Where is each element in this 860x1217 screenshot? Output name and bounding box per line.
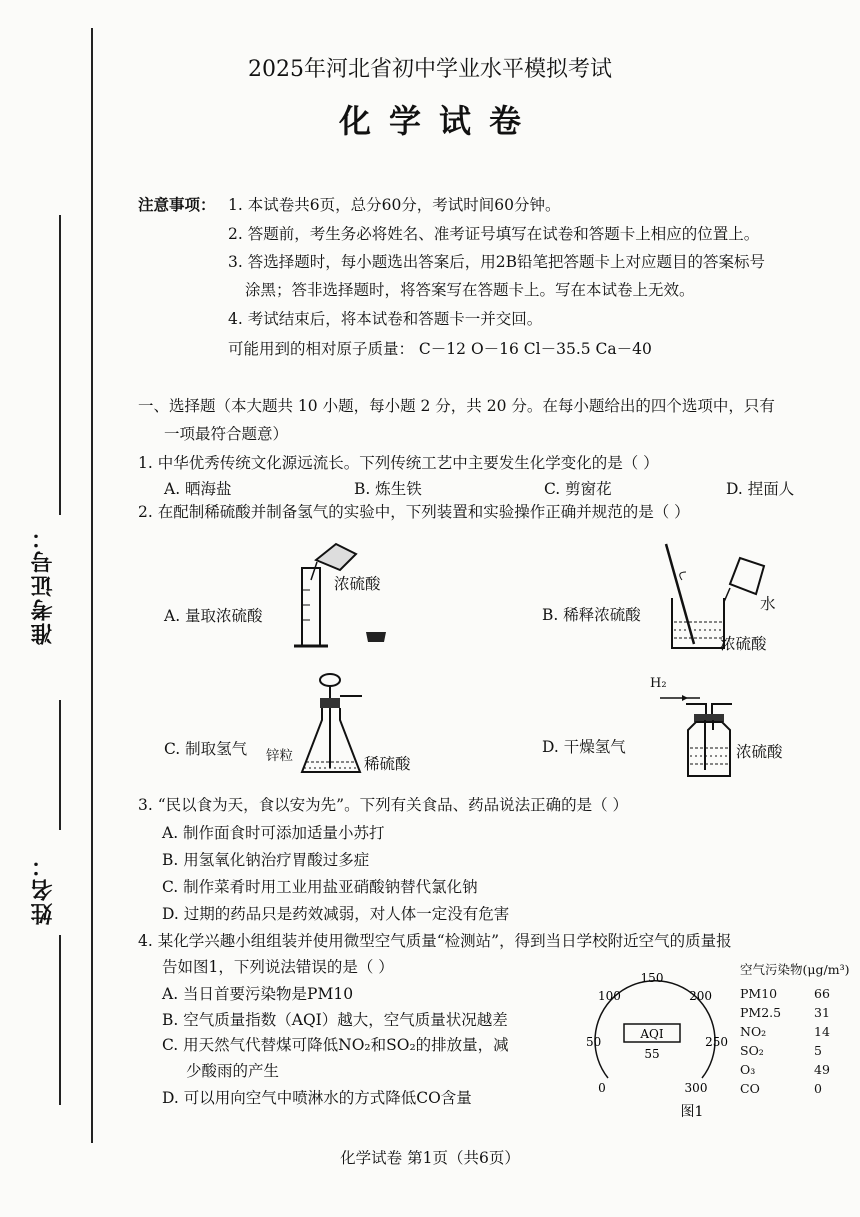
q4-option-c-cont: 少酸雨的产生	[186, 1062, 280, 1080]
q2-c-label-zinc: 锌粒	[266, 748, 293, 764]
exam-id-label: 准考证号：	[31, 525, 56, 645]
gauge-tick: 150	[640, 971, 664, 985]
notice-item: 涂黑；答非选择题时，将答案写在答题卡上。写在本试卷上无效。	[245, 281, 695, 299]
name-blank-top	[59, 700, 61, 830]
q4-option-d: D. 可以用向空气中喷淋水的方式降低CO含量	[162, 1089, 472, 1107]
q3-option-a: A. 制作面食时可添加适量小苏打	[162, 824, 385, 842]
q2-option-c: C. 制取氢气	[164, 740, 248, 758]
q3-stem: 3. “民以食为天，食以安为先”。下列有关食品、药品说法正确的是（ ）	[138, 796, 628, 814]
q4-stem: 4. 某化学兴趣小组组装并使用微型空气质量“检测站”，得到当日学校附近空气的质量报	[138, 932, 732, 950]
gauge-tick: 100	[598, 989, 621, 1003]
q2-d-label-acid: 浓硫酸	[736, 743, 783, 761]
gas-washing-bottle-figure	[660, 690, 750, 780]
graduated-cylinder-figure	[290, 540, 400, 650]
q2-stem: 2. 在配制稀硫酸并制备氢气的实验中，下列装置和实验操作正确并规范的是（ ）	[138, 503, 690, 521]
q4-option-c: C. 用天然气代替煤可降低NO₂和SO₂的排放量，减	[162, 1036, 509, 1054]
q1-stem: 1. 中华优秀传统文化源远流长。下列传统工艺中主要发生化学变化的是（ ）	[138, 454, 659, 472]
subject-title: 化学试卷	[338, 102, 539, 140]
q2-b-label-water: 水	[760, 595, 776, 613]
gauge-tick: 0	[598, 1081, 606, 1095]
q3-option-b: B. 用氢氧化钠治疗胃酸过多症	[162, 851, 370, 869]
pollutant-table-title: 空气污染物(μg/m³)	[740, 962, 850, 977]
q1-option-a: A. 晒海盐	[164, 480, 232, 498]
aqi-label: AQI	[640, 1027, 664, 1041]
notice-label: 注意事项：	[138, 196, 216, 214]
q2-d-label-h2: H₂	[650, 676, 667, 691]
gauge-tick: 300	[684, 1081, 708, 1095]
section-heading-cont: 一项最符合题意）	[164, 425, 289, 443]
notice-item: 1. 本试卷共6页，总分60分，考试时间60分钟。	[228, 196, 561, 214]
aqi-gauge-figure	[580, 966, 730, 1126]
name-blank-bottom	[59, 935, 61, 1105]
q3-option-d: D. 过期的药品只是药效减弱，对人体一定没有危害	[162, 905, 510, 923]
page-footer: 化学试卷 第1页（共6页）	[340, 1149, 520, 1167]
gauge-tick: 50	[586, 1035, 602, 1049]
gauge-tick: 250	[705, 1035, 728, 1049]
aqi-value: 55	[644, 1047, 660, 1061]
q4-option-a: A. 当日首要污染物是PM10	[162, 985, 354, 1003]
q2-option-d: D. 干燥氢气	[542, 738, 626, 756]
q3-option-c: C. 制作菜肴时用工业用盐亚硝酸钠替代氯化钠	[162, 878, 478, 896]
exam-title: 2025年河北省初中学业水平模拟考试	[248, 57, 612, 82]
q1-option-d: D. 捏面人	[726, 480, 795, 498]
figure-caption: 图1	[680, 1104, 704, 1120]
q1-option-c: C. 剪窗花	[544, 480, 612, 498]
section-heading: 一、选择题（本大题共 10 小题，每小题 2 分，共 20 分。在每小题给出的四个选项中，只有	[138, 397, 775, 415]
q1-option-b: B. 炼生铁	[354, 480, 422, 498]
q2-option-a: A. 量取浓硫酸	[164, 607, 263, 625]
q4-stem-cont: 告如图1，下列说法错误的是（ ）	[162, 958, 394, 976]
q2-c-label-acid: 稀硫酸	[364, 755, 411, 773]
notice-item: 3. 答选择题时，每小题选出答案后，用2B铅笔把答题卡上对应题目的答案标号	[228, 253, 765, 271]
binding-line	[91, 28, 93, 1143]
q2-b-label-acid: 浓硫酸	[720, 635, 767, 653]
name-label: 姓名：	[31, 853, 56, 925]
atomic-mass: 可能用到的相对原子质量： C－12 O－16 Cl－35.5 Ca－40	[228, 340, 652, 358]
q4-option-b: B. 空气质量指数（AQI）越大，空气质量状况越差	[162, 1011, 508, 1029]
notice-item: 4. 考试结束后，将本试卷和答题卡一并交回。	[228, 310, 543, 328]
exam-id-blank	[59, 215, 61, 515]
q2-a-label: 浓硫酸	[334, 575, 381, 593]
gauge-tick: 200	[689, 989, 712, 1003]
q2-option-b: B. 稀释浓硫酸	[542, 606, 641, 624]
notice-item: 2. 答题前，考生务必将姓名、准考证号填写在试卷和答题卡上相应的位置上。	[228, 225, 760, 243]
